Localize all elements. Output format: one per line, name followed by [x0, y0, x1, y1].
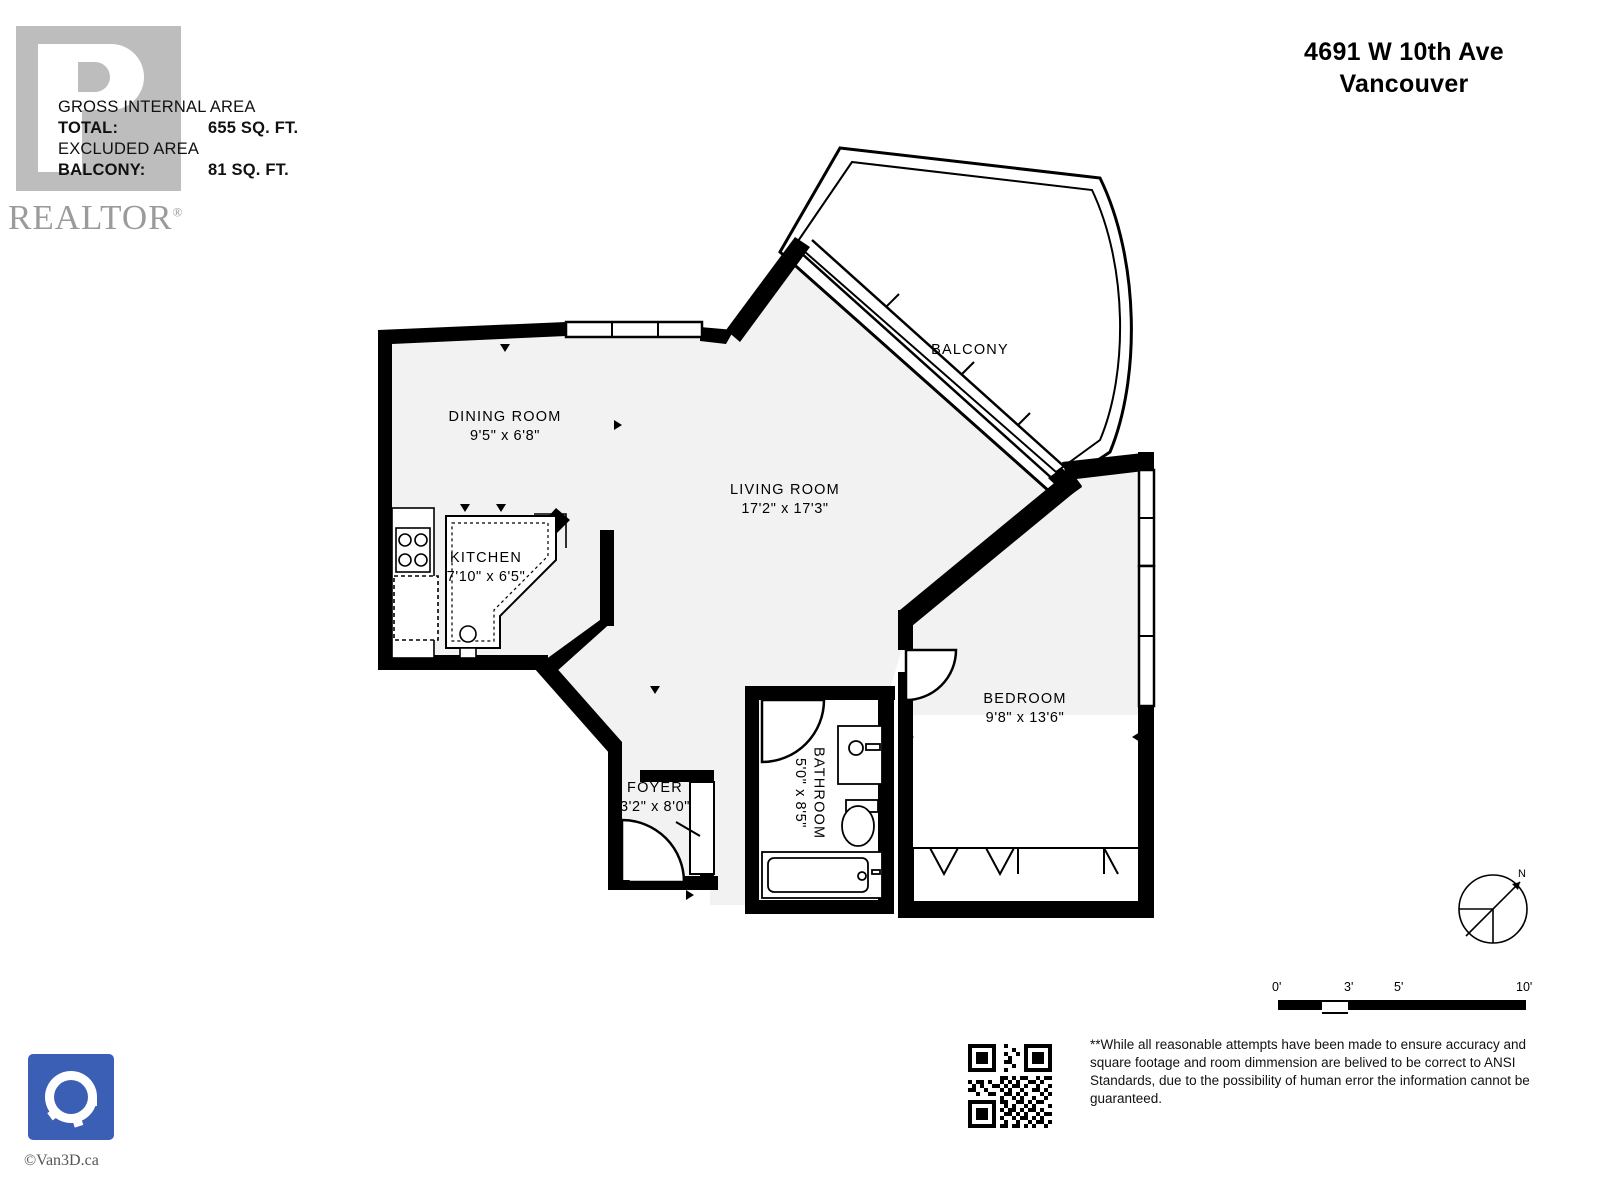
scale-segment-2 [1322, 1000, 1348, 1014]
scale-tick-3: 10' [1516, 980, 1533, 994]
scale-tick-0: 0' [1272, 980, 1282, 994]
room-label-bathroom [790, 728, 828, 858]
scale-bar [1272, 980, 1538, 1016]
window-top [566, 322, 702, 337]
room-name-bathroom: BATHROOM [810, 746, 827, 840]
room-name-living-room: LIVING ROOM [730, 482, 840, 498]
room-name-kitchen: KITCHEN [449, 550, 523, 566]
qr-code[interactable] [968, 1044, 1052, 1128]
scale-segment-1 [1278, 1000, 1322, 1010]
room-dim-dining-room: 9'5" x 6'8" [470, 427, 540, 444]
scale-tick-1: 3' [1344, 980, 1354, 994]
disclaimer-text: **While all reasonable attempts have been made to ensure accuracy and square footage and room dimmension are belived to be correct to ANSI Standards, due to the possibility of human error the information cannot be guaranteed. [1090, 1037, 1530, 1107]
total-area-value: 655 SQ. FT. [208, 119, 299, 137]
realtor-registered-icon: ® [172, 204, 184, 220]
total-area-label: TOTAL: [58, 119, 119, 137]
gross-internal-area-label: GROSS INTERNAL AREA [58, 98, 256, 116]
room-name-balcony: BALCONY [931, 342, 1009, 358]
window-right-upper [1139, 470, 1154, 566]
bedroom-closet [913, 848, 1139, 902]
room-label-living-room [685, 481, 885, 519]
room-dim-bedroom: 9'8" x 13'6" [985, 709, 1065, 726]
room-label-balcony [880, 341, 1060, 360]
room-dim-kitchen: 7'10" x 6'5" [446, 568, 526, 585]
excluded-area-label: EXCLUDED AREA [58, 140, 200, 158]
room-label-foyer [565, 779, 745, 817]
compass-north-label: N [1518, 868, 1526, 880]
room-name-foyer: FOYER [627, 780, 683, 796]
realtor-wordmark-text: REALTOR [8, 198, 173, 237]
room-dim-foyer: 3'2" x 8'0" [620, 798, 690, 815]
compass-rose [1456, 868, 1530, 946]
address-line-1: 4691 W 10th Ave [1304, 38, 1504, 66]
room-dim-bathroom: 5'0" x 8'5" [791, 758, 808, 828]
van3d-logo-icon [28, 1054, 114, 1140]
window-right-lower [1139, 566, 1154, 706]
room-label-dining-room [405, 408, 605, 446]
scale-tick-2: 5' [1394, 980, 1404, 994]
room-dim-living-room: 17'2" x 17'3" [741, 500, 829, 517]
van3d-credit: ©Van3D.ca [24, 1152, 99, 1169]
address-line-2: Vancouver [1339, 70, 1469, 98]
scale-segment-4 [1398, 1000, 1526, 1010]
room-name-bedroom: BEDROOM [983, 691, 1067, 707]
room-label-kitchen [396, 549, 576, 587]
balcony-area-value: 81 SQ. FT. [208, 161, 289, 179]
scale-segment-3 [1348, 1000, 1398, 1010]
room-label-bedroom [935, 690, 1115, 728]
balcony-area-label: BALCONY: [58, 161, 146, 179]
room-name-dining-room: DINING ROOM [448, 409, 562, 425]
